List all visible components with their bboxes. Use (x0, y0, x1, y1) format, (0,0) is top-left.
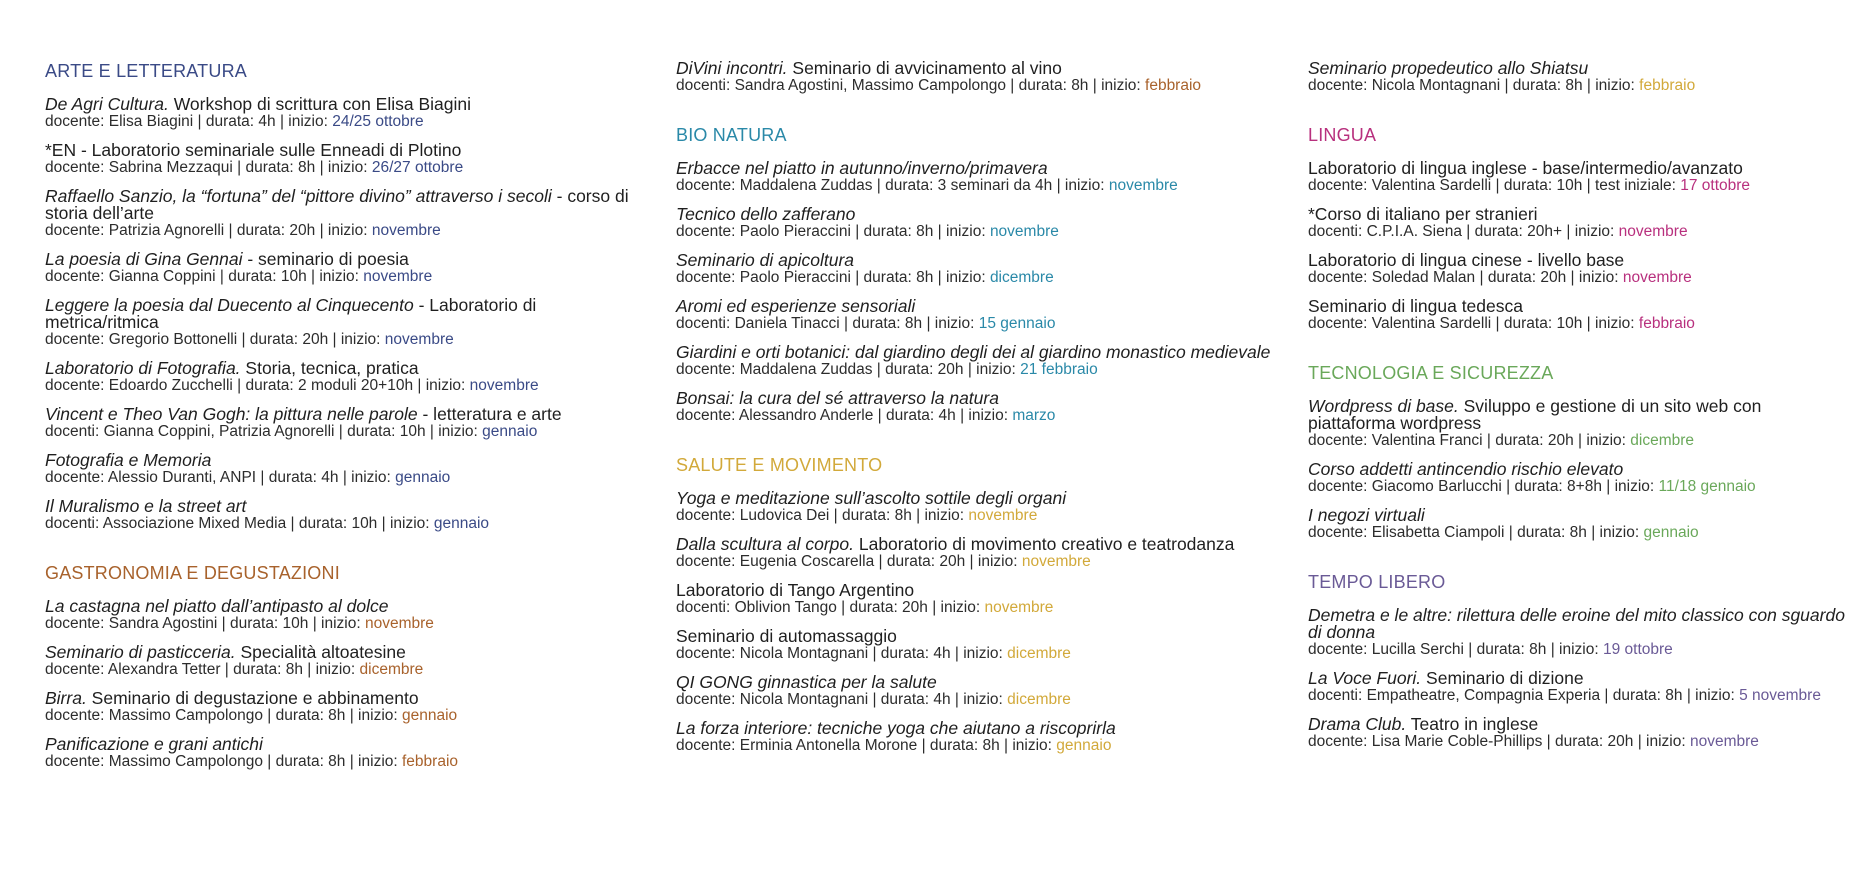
course-info (45, 615, 645, 632)
course-item (676, 252, 1276, 286)
course-info (676, 269, 1276, 286)
course-title (45, 142, 645, 159)
course-title (1308, 461, 1848, 478)
course-title (676, 490, 1276, 507)
course-title (1308, 160, 1848, 177)
course-item (1308, 252, 1848, 286)
column-2 (676, 60, 1276, 784)
course-title (45, 644, 645, 661)
course-start-date: novembre (469, 377, 539, 394)
course-details: docente: Alexandra Tetter | durata: 8h | inizio: (45, 661, 360, 678)
course-start-date: dicembre (1007, 691, 1071, 708)
course-title-text: *Corso di italiano per stranieri (1308, 204, 1538, 224)
section-heading: GASTRONOMIA E DEGUSTAZIONI (45, 563, 340, 583)
course-title (676, 628, 1276, 645)
course-start-date: marzo (1012, 407, 1056, 424)
course-title-italic: Vincent e Theo Van Gogh: la pittura nelle parole (45, 404, 418, 424)
course-title-text: Seminario di avvicinamento al vino (787, 58, 1062, 78)
course-item (45, 96, 645, 130)
course-title-italic: Raffaello Sanzio, la “fortuna” del “pittore divino” attraverso i secoli (45, 186, 552, 206)
course-start-date: novembre (968, 507, 1038, 524)
course-info (45, 753, 645, 770)
course-title (45, 690, 645, 707)
course-title (676, 298, 1276, 315)
course-item (45, 297, 645, 348)
course-title (676, 720, 1276, 737)
course-section (676, 454, 1276, 754)
course-item (1308, 670, 1848, 704)
course-item (45, 690, 645, 724)
course-start-date: gennaio (1056, 737, 1112, 754)
course-item (1308, 607, 1848, 658)
course-title-italic: Yoga e meditazione sull’ascolto sottile degli organi (676, 488, 1067, 508)
course-start-date: 26/27 ottobre (371, 159, 464, 176)
course-start-date: 21 febbraio (1020, 361, 1098, 378)
course-item (45, 188, 645, 239)
course-item (1308, 398, 1848, 449)
course-item (45, 498, 645, 532)
course-title (1308, 206, 1848, 223)
course-item (1308, 60, 1848, 94)
course-start-date: dicembre (989, 269, 1054, 286)
course-details: docenti: Oblivion Tango | durata: 20h | inizio: (676, 599, 985, 616)
course-details: docente: Eugenia Coscarella | durata: 20h | inizio: (676, 553, 1022, 570)
course-details: docenti: Empatheatre, Compagnia Experia | durata: 8h | inizio: (1308, 687, 1740, 704)
course-item (45, 598, 645, 632)
course-item (676, 490, 1276, 524)
course-start-date: novembre (1618, 223, 1688, 240)
course-info (1308, 524, 1848, 541)
course-info (45, 423, 645, 440)
course-title-italic: Leggere la poesia dal Duecento al Cinquecento (45, 295, 414, 315)
course-item (676, 206, 1276, 240)
course-info (676, 407, 1276, 424)
course-section (1308, 124, 1848, 332)
course-details: docente: Edoardo Zucchelli | durata: 2 moduli 20+10h | inizio: (45, 377, 470, 394)
course-title (45, 498, 645, 515)
course-start-date: novembre (1622, 269, 1692, 286)
course-title-italic: Dalla scultura al corpo. (676, 534, 854, 554)
course-info (45, 661, 645, 678)
course-start-date: febbraio (1639, 77, 1696, 94)
course-item (1308, 206, 1848, 240)
course-start-date: gennaio (395, 469, 451, 486)
course-start-date: dicembre (359, 661, 424, 678)
course-details: docente: Gregorio Bottonelli | durata: 20h | inizio: (45, 331, 385, 348)
course-title (676, 390, 1276, 407)
course-details: docente: Gianna Coppini | durata: 10h | inizio: (45, 268, 364, 285)
course-section (1308, 362, 1848, 541)
course-title (1308, 670, 1848, 687)
course-details: docente: Sabrina Mezzaqui | durata: 8h | inizio: (45, 159, 372, 176)
course-info (1308, 733, 1848, 750)
course-title-text: Seminario di lingua tedesca (1308, 296, 1523, 316)
course-section (676, 60, 1276, 94)
course-info (676, 361, 1276, 378)
course-title (45, 188, 645, 222)
course-title-italic: Seminario propedeutico allo Shiatsu (1308, 58, 1589, 78)
course-item (45, 251, 645, 285)
course-info (45, 377, 645, 394)
course-section (45, 60, 645, 532)
course-info (45, 159, 645, 176)
course-title (1308, 607, 1848, 641)
course-info (676, 599, 1276, 616)
course-details: docente: Sandra Agostini | durata: 10h | inizio: (45, 615, 365, 632)
course-title (676, 60, 1276, 77)
course-item (1308, 160, 1848, 194)
course-item (45, 360, 645, 394)
course-info (45, 113, 645, 130)
course-details: docente: Paolo Pieraccini | durata: 8h | inizio: (676, 223, 990, 240)
course-title-italic: Seminario di pasticceria. (45, 642, 236, 662)
course-title-text: Laboratorio di lingua cinese - livello base (1308, 250, 1625, 270)
course-title (1308, 716, 1848, 733)
course-title-italic: Tecnico dello zafferano (676, 204, 856, 224)
course-title-text: Storia, tecnica, pratica (240, 358, 419, 378)
course-details: docenti: C.P.I.A. Siena | durata: 20h+ | inizio: (1308, 223, 1619, 240)
course-title (45, 736, 645, 753)
course-title-italic: La Voce Fuori. (1308, 668, 1422, 688)
course-title (676, 674, 1276, 691)
course-start-date: novembre (384, 331, 454, 348)
course-start-date: novembre (363, 268, 433, 285)
course-info (45, 331, 645, 348)
section-heading: SALUTE E MOVIMENTO (676, 455, 883, 475)
course-item (1308, 298, 1848, 332)
course-details: docente: Patrizia Agnorelli | durata: 20h | inizio: (45, 222, 372, 239)
course-info (45, 268, 645, 285)
course-info (1308, 77, 1848, 94)
course-details: docente: Massimo Campolongo | durata: 8h | inizio: (45, 753, 402, 770)
course-title (1308, 60, 1848, 77)
course-start-date: novembre (364, 615, 434, 632)
course-title (45, 598, 645, 615)
course-title-text: - letteratura e arte (417, 404, 562, 424)
course-title-text: Seminario di automassaggio (676, 626, 897, 646)
course-title-italic: Il Muralismo e la street art (45, 496, 247, 516)
course-start-date: novembre (989, 223, 1059, 240)
course-details: docente: Erminia Antonella Morone | durata: 8h | inizio: (676, 737, 1057, 754)
course-details: docente: Valentina Franci | durata: 20h | inizio: (1308, 432, 1631, 449)
course-section (45, 562, 645, 770)
course-title-italic: Panificazione e grani antichi (45, 734, 263, 754)
course-start-date: dicembre (1630, 432, 1695, 449)
course-title-italic: Fotografia e Memoria (45, 450, 212, 470)
course-title (1308, 398, 1848, 432)
course-details: docente: Elisabetta Ciampoli | durata: 8h | inizio: (1308, 524, 1644, 541)
course-title-italic: Drama Club. (1308, 714, 1407, 734)
course-title (676, 344, 1276, 361)
course-start-date: 24/25 ottobre (332, 113, 424, 130)
course-info (1308, 315, 1848, 332)
course-start-date: novembre (1108, 177, 1178, 194)
course-item (45, 406, 645, 440)
section-heading: ARTE E LETTERATURA (45, 61, 247, 81)
course-info (1308, 269, 1848, 286)
course-title-italic: DiVini incontri. (676, 58, 788, 78)
course-title-text: Laboratorio di movimento creativo e teatrodanza (854, 534, 1235, 554)
course-item (676, 674, 1276, 708)
course-info (1308, 223, 1848, 240)
course-details: docente: Maddalena Zuddas | durata: 3 seminari da 4h | inizio: (676, 177, 1109, 194)
course-info (1308, 478, 1848, 495)
course-details: docente: Maddalena Zuddas | durata: 20h | inizio: (676, 361, 1021, 378)
course-title-italic: Demetra e le altre: rilettura delle eroine del mito classico con sguardo di donna (1308, 605, 1845, 642)
course-item (676, 60, 1276, 94)
course-title-text: Seminario di degustazione e abbinamento (86, 688, 419, 708)
course-title (45, 251, 645, 268)
course-title (45, 96, 645, 113)
course-info (676, 737, 1276, 754)
course-info (676, 77, 1276, 94)
course-details: docenti: Daniela Tinacci | durata: 8h | inizio: (676, 315, 979, 332)
course-info (676, 177, 1276, 194)
course-info (45, 222, 645, 239)
course-details: docente: Valentina Sardelli | durata: 10h | inizio: (1308, 315, 1639, 332)
course-title-text: - seminario di poesia (242, 249, 409, 269)
course-info (45, 469, 645, 486)
course-start-date: gennaio (482, 423, 538, 440)
course-item (676, 582, 1276, 616)
course-title-italic: Wordpress di base. (1308, 396, 1459, 416)
course-details: docente: Ludovica Dei | durata: 8h | inizio: (676, 507, 969, 524)
course-start-date: novembre (984, 599, 1054, 616)
course-title-italic: La forza interiore: tecniche yoga che aiutano a riscoprirla (676, 718, 1116, 738)
course-details: docente: Valentina Sardelli | durata: 10h | test iniziale: (1308, 177, 1681, 194)
course-start-date: gennaio (433, 515, 490, 532)
course-title (1308, 252, 1848, 269)
course-info (45, 707, 645, 724)
course-title-text: Laboratorio di Tango Argentino (676, 580, 915, 600)
course-start-date: dicembre (1007, 645, 1071, 662)
column-3 (1308, 60, 1848, 780)
course-start-date: 17 ottobre (1680, 177, 1751, 194)
course-section (1308, 571, 1848, 750)
course-start-date: 15 gennaio (978, 315, 1056, 332)
course-info (676, 553, 1276, 570)
course-info (1308, 177, 1848, 194)
course-info (676, 223, 1276, 240)
course-info (45, 515, 645, 532)
course-details: docenti: Gianna Coppini, Patrizia Agnorelli | durata: 10h | inizio: (45, 423, 483, 440)
section-heading: LINGUA (1308, 125, 1377, 145)
course-start-date: novembre (371, 222, 441, 239)
course-details: docente: Paolo Pieraccini | durata: 8h | inizio: (676, 269, 990, 286)
course-info (676, 691, 1276, 708)
course-start-date: 5 novembre (1739, 687, 1821, 704)
course-details: docente: Lucilla Serchi | durata: 8h | inizio: (1308, 641, 1603, 658)
course-item (676, 160, 1276, 194)
course-details: docente: Elisa Biagini | durata: 4h | inizio: (45, 113, 333, 130)
course-title-italic: I negozi virtuali (1308, 505, 1425, 525)
course-title-text: - corso di storia dell’arte (45, 186, 629, 223)
course-details: docente: Massimo Campolongo | durata: 8h | inizio: (45, 707, 402, 724)
course-title-text: Teatro in inglese (1406, 714, 1539, 734)
course-title (676, 160, 1276, 177)
course-title (676, 206, 1276, 223)
course-start-date: febbraio (402, 753, 459, 770)
course-start-date: gennaio (1643, 524, 1699, 541)
course-details: docente: Alessio Duranti, ANPI | durata: 4h | inizio: (45, 469, 396, 486)
course-title-text: Laboratorio di lingua inglese - base/intermedio/avanzato (1308, 158, 1743, 178)
course-title-text: Seminario di dizione (1421, 668, 1584, 688)
column-1 (45, 60, 645, 800)
course-details: docente: Alessandro Anderle | durata: 4h | inizio: (676, 407, 1013, 424)
course-start-date: febbraio (1145, 77, 1202, 94)
course-start-date: 11/18 gennaio (1658, 478, 1756, 495)
course-info (1308, 641, 1848, 658)
course-item (676, 298, 1276, 332)
course-title-italic: QI GONG ginnastica per la salute (676, 672, 937, 692)
course-title-italic: Corso addetti antincendio rischio elevato (1308, 459, 1624, 479)
course-title-italic: La poesia di Gina Gennai (45, 249, 243, 269)
course-item (676, 628, 1276, 662)
course-title-italic: Seminario di apicoltura (676, 250, 855, 270)
course-info (1308, 687, 1848, 704)
course-info (676, 507, 1276, 524)
course-details: docenti: Associazione Mixed Media | durata: 10h | inizio: (45, 515, 434, 532)
course-title-italic: Aromi ed esperienze sensoriali (676, 296, 916, 316)
course-title-italic: Erbacce nel piatto in autunno/inverno/primavera (676, 158, 1048, 178)
course-title (45, 360, 645, 377)
course-details: docenti: Sandra Agostini, Massimo Campolongo | durata: 8h | inizio: (676, 77, 1146, 94)
course-title-italic: Birra. (45, 688, 87, 708)
course-title (676, 582, 1276, 599)
course-start-date: gennaio (402, 707, 458, 724)
course-start-date: novembre (1689, 733, 1759, 750)
course-details: docente: Nicola Montagnani | durata: 8h | inizio: (1308, 77, 1640, 94)
course-title-text: *EN - Laboratorio seminariale sulle Enneadi di Plotino (45, 140, 462, 160)
course-title (676, 252, 1276, 269)
course-item (1308, 716, 1848, 750)
course-item (45, 644, 645, 678)
course-item (1308, 507, 1848, 541)
course-title (45, 297, 645, 331)
course-details: docente: Nicola Montagnani | durata: 4h | inizio: (676, 645, 1008, 662)
section-heading: TEMPO LIBERO (1308, 572, 1446, 592)
course-title (676, 536, 1276, 553)
course-start-date: 19 ottobre (1602, 641, 1673, 658)
course-item (45, 452, 645, 486)
course-details: docente: Soledad Malan | durata: 20h | inizio: (1308, 269, 1623, 286)
course-item (676, 720, 1276, 754)
course-title-text: Sviluppo e gestione di un sito web con piattaforma wordpress (1308, 396, 1762, 433)
course-item (1308, 461, 1848, 495)
course-info (676, 645, 1276, 662)
course-details: docente: Nicola Montagnani | durata: 4h | inizio: (676, 691, 1008, 708)
course-title-italic: Bonsai: la cura del sé attraverso la natura (676, 388, 999, 408)
course-title-italic: De Agri Cultura. (45, 94, 169, 114)
course-item (45, 142, 645, 176)
course-title-text: Specialità altoatesine (235, 642, 406, 662)
course-title-text: Workshop di scrittura con Elisa Biagini (168, 94, 472, 114)
course-title-italic: La castagna nel piatto dall’antipasto al dolce (45, 596, 389, 616)
course-info (1308, 432, 1848, 449)
course-title (45, 406, 645, 423)
course-title (45, 452, 645, 469)
course-title-text: - Laboratorio di metrica/ritmica (45, 295, 537, 332)
section-heading: TECNOLOGIA E SICUREZZA (1308, 363, 1554, 383)
section-heading: BIO NATURA (676, 125, 787, 145)
course-item (676, 536, 1276, 570)
course-section (1308, 60, 1848, 94)
course-info (676, 315, 1276, 332)
course-item (45, 736, 645, 770)
course-title (1308, 507, 1848, 524)
course-details: docente: Giacomo Barlucchi | durata: 8+8h | inizio: (1308, 478, 1659, 495)
course-start-date: novembre (1021, 553, 1091, 570)
course-details: docente: Lisa Marie Coble-Phillips | durata: 20h | inizio: (1308, 733, 1690, 750)
course-start-date: febbraio (1638, 315, 1695, 332)
course-item (676, 390, 1276, 424)
course-item (676, 344, 1276, 378)
course-title-italic: Laboratorio di Fotografia. (45, 358, 241, 378)
course-title-italic: Giardini e orti botanici: dal giardino degli dei al giardino monastico medievale (676, 342, 1271, 362)
course-section (676, 124, 1276, 424)
course-title (1308, 298, 1848, 315)
